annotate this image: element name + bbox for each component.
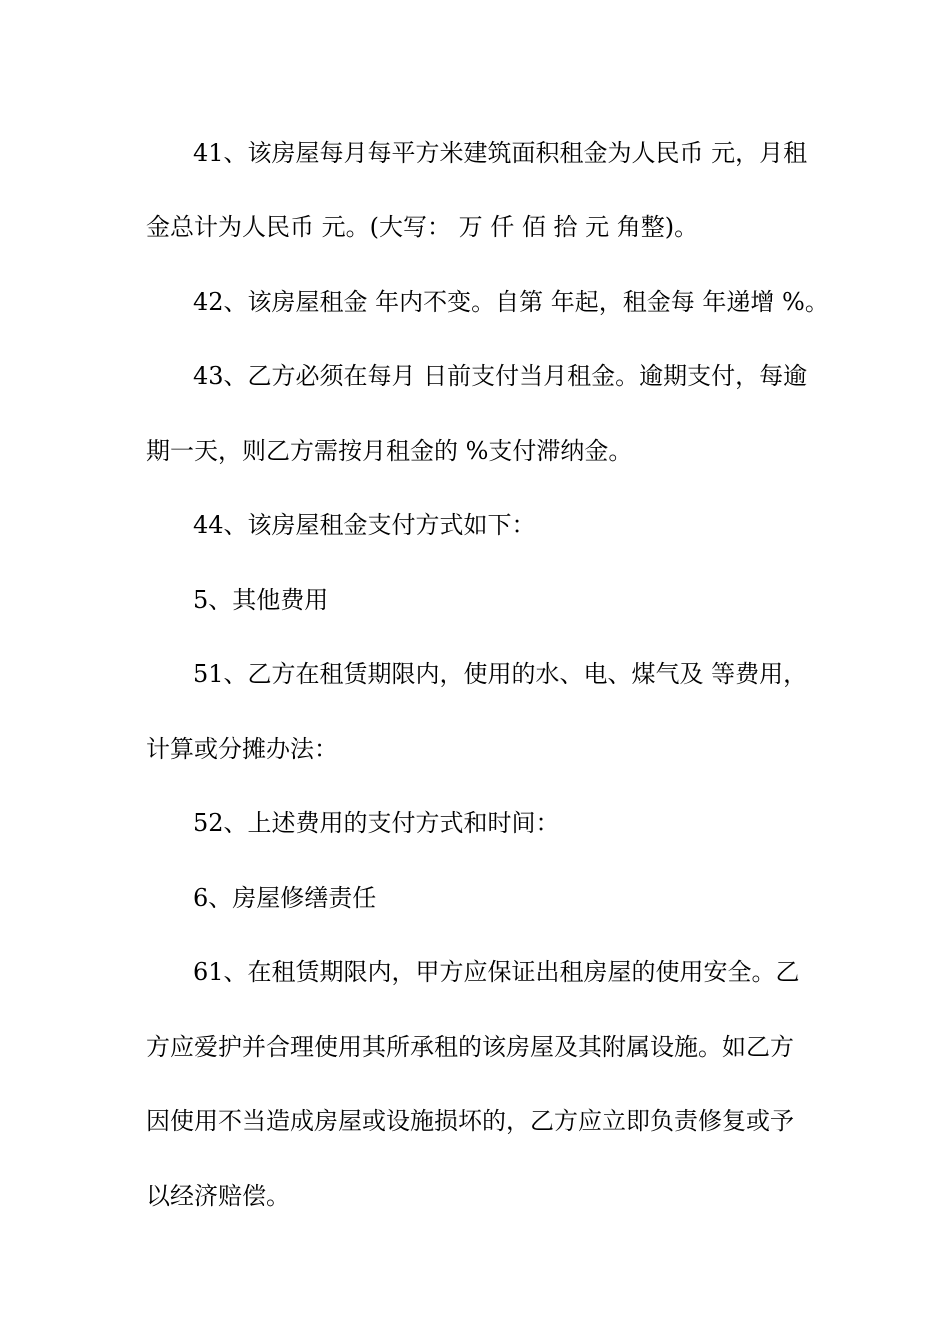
paragraph-43-line-2: 期一天，则乙方需按月租金的 %支付滞纳金。 xyxy=(146,437,633,465)
paragraph-61-line-3: 因使用不当造成房屋或设施损坏的，乙方应立即负责修复或予 xyxy=(146,1107,794,1135)
paragraph-41-line-2: 金总计为人民币 元。(大写： 万 仟 佰 拾 元 角整)。 xyxy=(146,213,699,241)
paragraph-51-line-1: 51、乙方在租赁期限内，使用的水、电、煤气及 等费用， xyxy=(193,660,808,688)
paragraph-42: 42、该房屋租金 年内不变。自第 年起，租金每 年递增 %。 xyxy=(193,288,829,316)
paragraph-43-line-1: 43、乙方必须在每月 日前支付当月租金。逾期支付，每逾 xyxy=(193,362,808,390)
section-5-heading: 5、其他费用 xyxy=(193,586,329,614)
section-6-heading: 6、房屋修缮责任 xyxy=(193,884,377,912)
paragraph-44: 44、该房屋租金支付方式如下： xyxy=(193,511,536,539)
paragraph-61-line-1: 61、在租赁期限内，甲方应保证出租房屋的使用安全。乙 xyxy=(193,958,800,986)
paragraph-41-line-1: 41、该房屋每月每平方米建筑面积租金为人民币 元，月租 xyxy=(193,139,808,167)
paragraph-51-line-2: 计算或分摊办法： xyxy=(146,735,338,763)
paragraph-61-line-4: 以经济赔偿。 xyxy=(146,1182,290,1210)
paragraph-52: 52、上述费用的支付方式和时间： xyxy=(193,809,560,837)
paragraph-61-line-2: 方应爱护并合理使用其所承租的该房屋及其附属设施。如乙方 xyxy=(146,1033,794,1061)
